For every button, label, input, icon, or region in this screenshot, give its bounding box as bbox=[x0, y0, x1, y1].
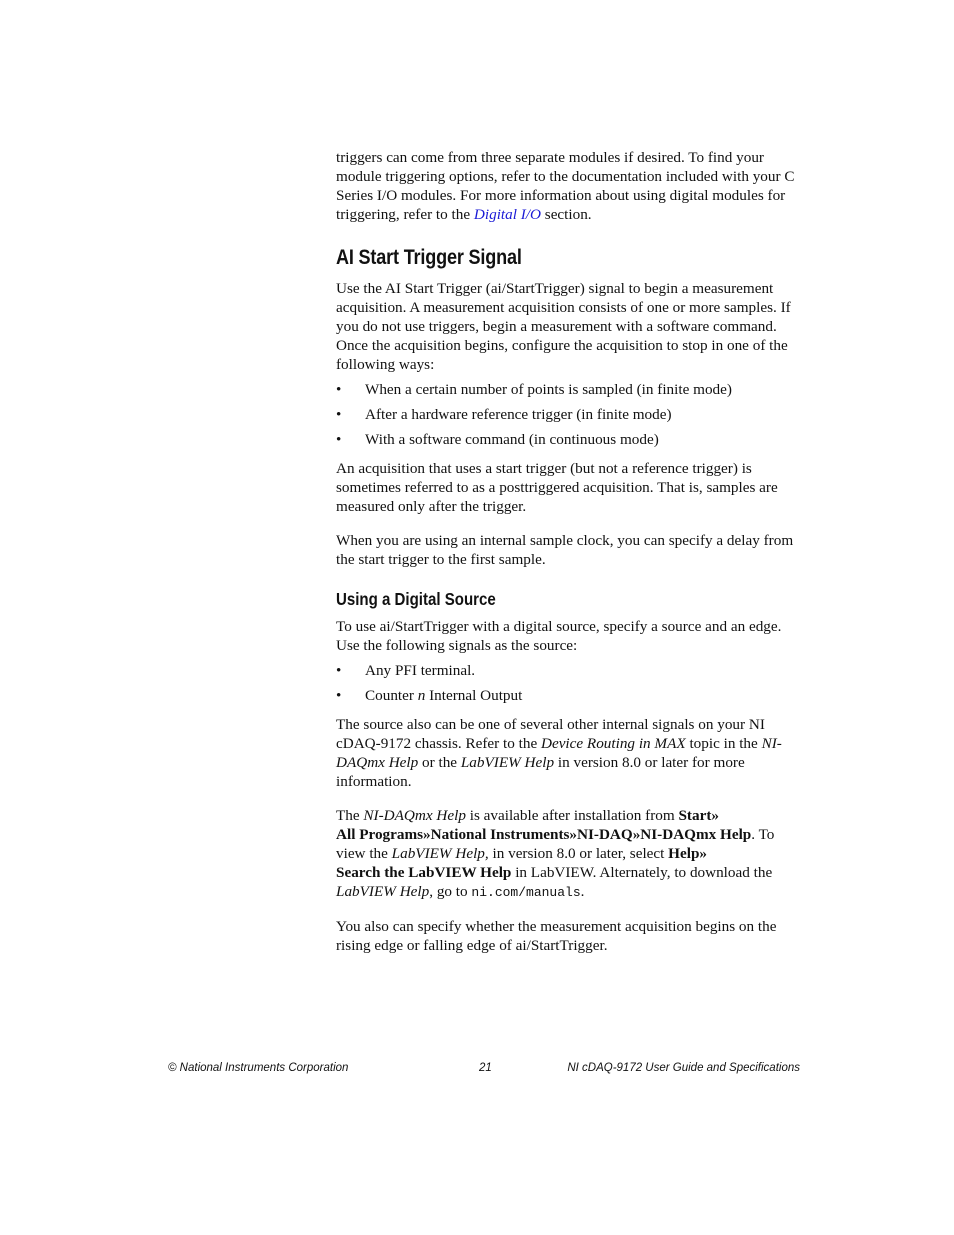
url-text: ni.com/manuals bbox=[471, 885, 581, 900]
footer-copyright: © National Instruments Corporation bbox=[168, 1062, 349, 1074]
bullet-marker: • bbox=[336, 687, 342, 704]
page-content bbox=[336, 148, 800, 955]
section-heading-ai-start-trigger: AI Start Trigger Signal bbox=[336, 246, 522, 269]
text: The bbox=[336, 807, 364, 824]
bullet-marker: • bbox=[336, 381, 342, 398]
help-reference: LabVIEW Help bbox=[336, 883, 430, 900]
text: or the bbox=[418, 754, 461, 771]
digital-io-link[interactable]: Digital I/O bbox=[473, 206, 541, 223]
page-footer bbox=[168, 1062, 800, 1078]
topic-reference: Device Routing in MAX bbox=[540, 735, 686, 752]
section1-paragraph-3: When you are using an internal sample clock, you can specify a delay from the start trigger to the first sample. bbox=[336, 532, 794, 568]
section1-paragraph-1: Use the AI Start Trigger (ai/StartTrigger) signal to begin a measurement acquisition. A measurement acquisition consists of one or more samples. If you do not use triggers, begin a measurement with a software command. Once the acquisition begins, configure the acquisition to stop in one of the following ways: bbox=[336, 280, 791, 373]
help-reference: NI-DAQmx Help bbox=[336, 735, 782, 771]
section2-paragraph-3 bbox=[336, 806, 800, 902]
intro-text: triggers can come from three separate modules if desired. To find your module triggering options, refer to the documentation included with your C Series I/O modules. For more information about using digital modules for triggering, refer to the bbox=[336, 149, 795, 223]
list-item bbox=[336, 661, 800, 680]
text: in version 8.0 or later for more information. bbox=[336, 754, 745, 790]
list-item bbox=[336, 430, 800, 449]
help-reference: LabVIEW Help bbox=[460, 754, 555, 771]
page-number: 21 bbox=[479, 1062, 492, 1074]
list-item-text: Any PFI terminal. bbox=[365, 662, 476, 679]
intro-paragraph bbox=[336, 148, 800, 224]
list-item-text: When a certain number of points is sampled (in finite mode) bbox=[365, 381, 732, 398]
intro-text-end: section. bbox=[540, 206, 592, 223]
section2-paragraph-4: You also can specify whether the measurement acquisition begins on the rising edge or falling edge of ai/StartTrigger. bbox=[336, 918, 777, 954]
section2-paragraph-1: To use ai/StartTrigger with a digital source, specify a source and an edge. Use the following signals as the source: bbox=[336, 618, 782, 654]
text: , go to bbox=[429, 883, 472, 900]
menu-path: Search the LabVIEW Help bbox=[336, 864, 512, 881]
section2-paragraph-2 bbox=[336, 715, 800, 791]
bullet-marker: • bbox=[336, 662, 342, 679]
text: . To view the bbox=[336, 826, 775, 862]
text: is available after installation from bbox=[465, 807, 679, 824]
subsection-heading-digital-source: Using a Digital Source bbox=[336, 589, 496, 609]
menu-path: Help» bbox=[668, 845, 707, 862]
list-item bbox=[336, 405, 800, 424]
list-item-text-end: Internal Output bbox=[425, 687, 523, 704]
list-item-text: After a hardware reference trigger (in finite mode) bbox=[365, 406, 672, 423]
text: in version 8.0 or later, select bbox=[488, 845, 669, 862]
list-item-text: With a software command (in continuous mode) bbox=[365, 431, 659, 448]
menu-path: Start» bbox=[678, 807, 719, 824]
text: topic in the bbox=[685, 735, 762, 752]
counter-variable: n bbox=[417, 687, 426, 704]
text: The source also can be one of several other internal signals on your NI cDAQ-9172 chassis. Refer to the bbox=[336, 716, 765, 752]
menu-path: All Programs»National Instruments»NI-DAQ»NI-DAQmx Help bbox=[336, 826, 752, 843]
section1-paragraph-2: An acquisition that uses a start trigger (but not a reference trigger) is sometimes referred to as a posttriggered acquisition. That is, samples are measured only after the trigger. bbox=[336, 460, 778, 515]
bullet-marker: • bbox=[336, 406, 342, 423]
source-signals-list bbox=[336, 661, 800, 705]
list-item bbox=[336, 686, 800, 705]
list-item bbox=[336, 380, 800, 399]
text: in LabVIEW. Alternately, to download the bbox=[511, 864, 773, 881]
help-reference: NI-DAQmx Help bbox=[363, 807, 466, 824]
help-reference: LabVIEW Help, bbox=[391, 845, 489, 862]
text: . bbox=[580, 883, 585, 900]
bullet-marker: • bbox=[336, 431, 342, 448]
footer-document-title: NI cDAQ-9172 User Guide and Specifications bbox=[567, 1062, 800, 1074]
list-item-text: Counter bbox=[365, 687, 418, 704]
stop-conditions-list bbox=[336, 380, 800, 449]
